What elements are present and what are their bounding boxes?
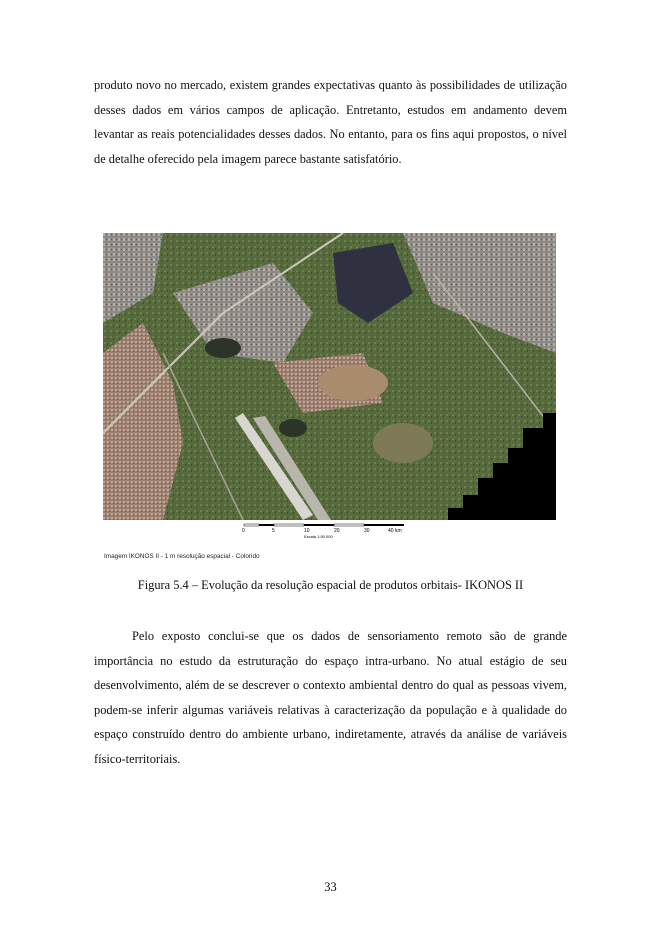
scale-note: Escala 1:50.000 — [304, 534, 333, 539]
scale-tick-label: 0 — [242, 528, 245, 534]
page-number: 33 — [324, 880, 337, 894]
scale-tick-label: 10 — [304, 528, 310, 534]
scale-tick-label: 5 — [272, 528, 275, 534]
figure-caption: Figura 5.4 – Evolução da resolução espacial de produtos orbitais- IKONOS II — [137, 578, 524, 592]
map-scale-bar — [242, 521, 404, 539]
body-paragraph-2: Pelo exposto conclui-se que os dados de sensoriamento remoto são de grande importância no estudo da estruturação do espaço intra-urbano. No atual estágio de seu desenvolvimento, além de se descrever o contexto ambiental dentro do qual as pessoas vivem, podem-se inferir algumas variáveis relativas à caracterização da população e à qualidade do espaço construído dentro do ambiente urbano, indiretamente, através da análise de variáveis físico-territoriais. — [94, 629, 567, 766]
scale-tick-label: 30 — [364, 528, 370, 534]
image-caption: Imagem IKONOS II - 1 m resolução espacial - Colorido — [104, 553, 260, 560]
scale-tick-label: 40 km — [388, 528, 402, 534]
body-paragraph-1: produto novo no mercado, existem grandes expectativas quanto às possibilidades de utilização desses dados em vários campos de aplicação. Entretanto, estudos em andamento devem levantar as reais potencialidades desses dados. No entanto, para os fins aqui propostos, o nível de detalhe oferecido pela imagem parece bastante satisfatório. — [94, 78, 567, 166]
scale-tick-label: 20 — [334, 528, 340, 534]
satellite-image — [103, 233, 556, 520]
